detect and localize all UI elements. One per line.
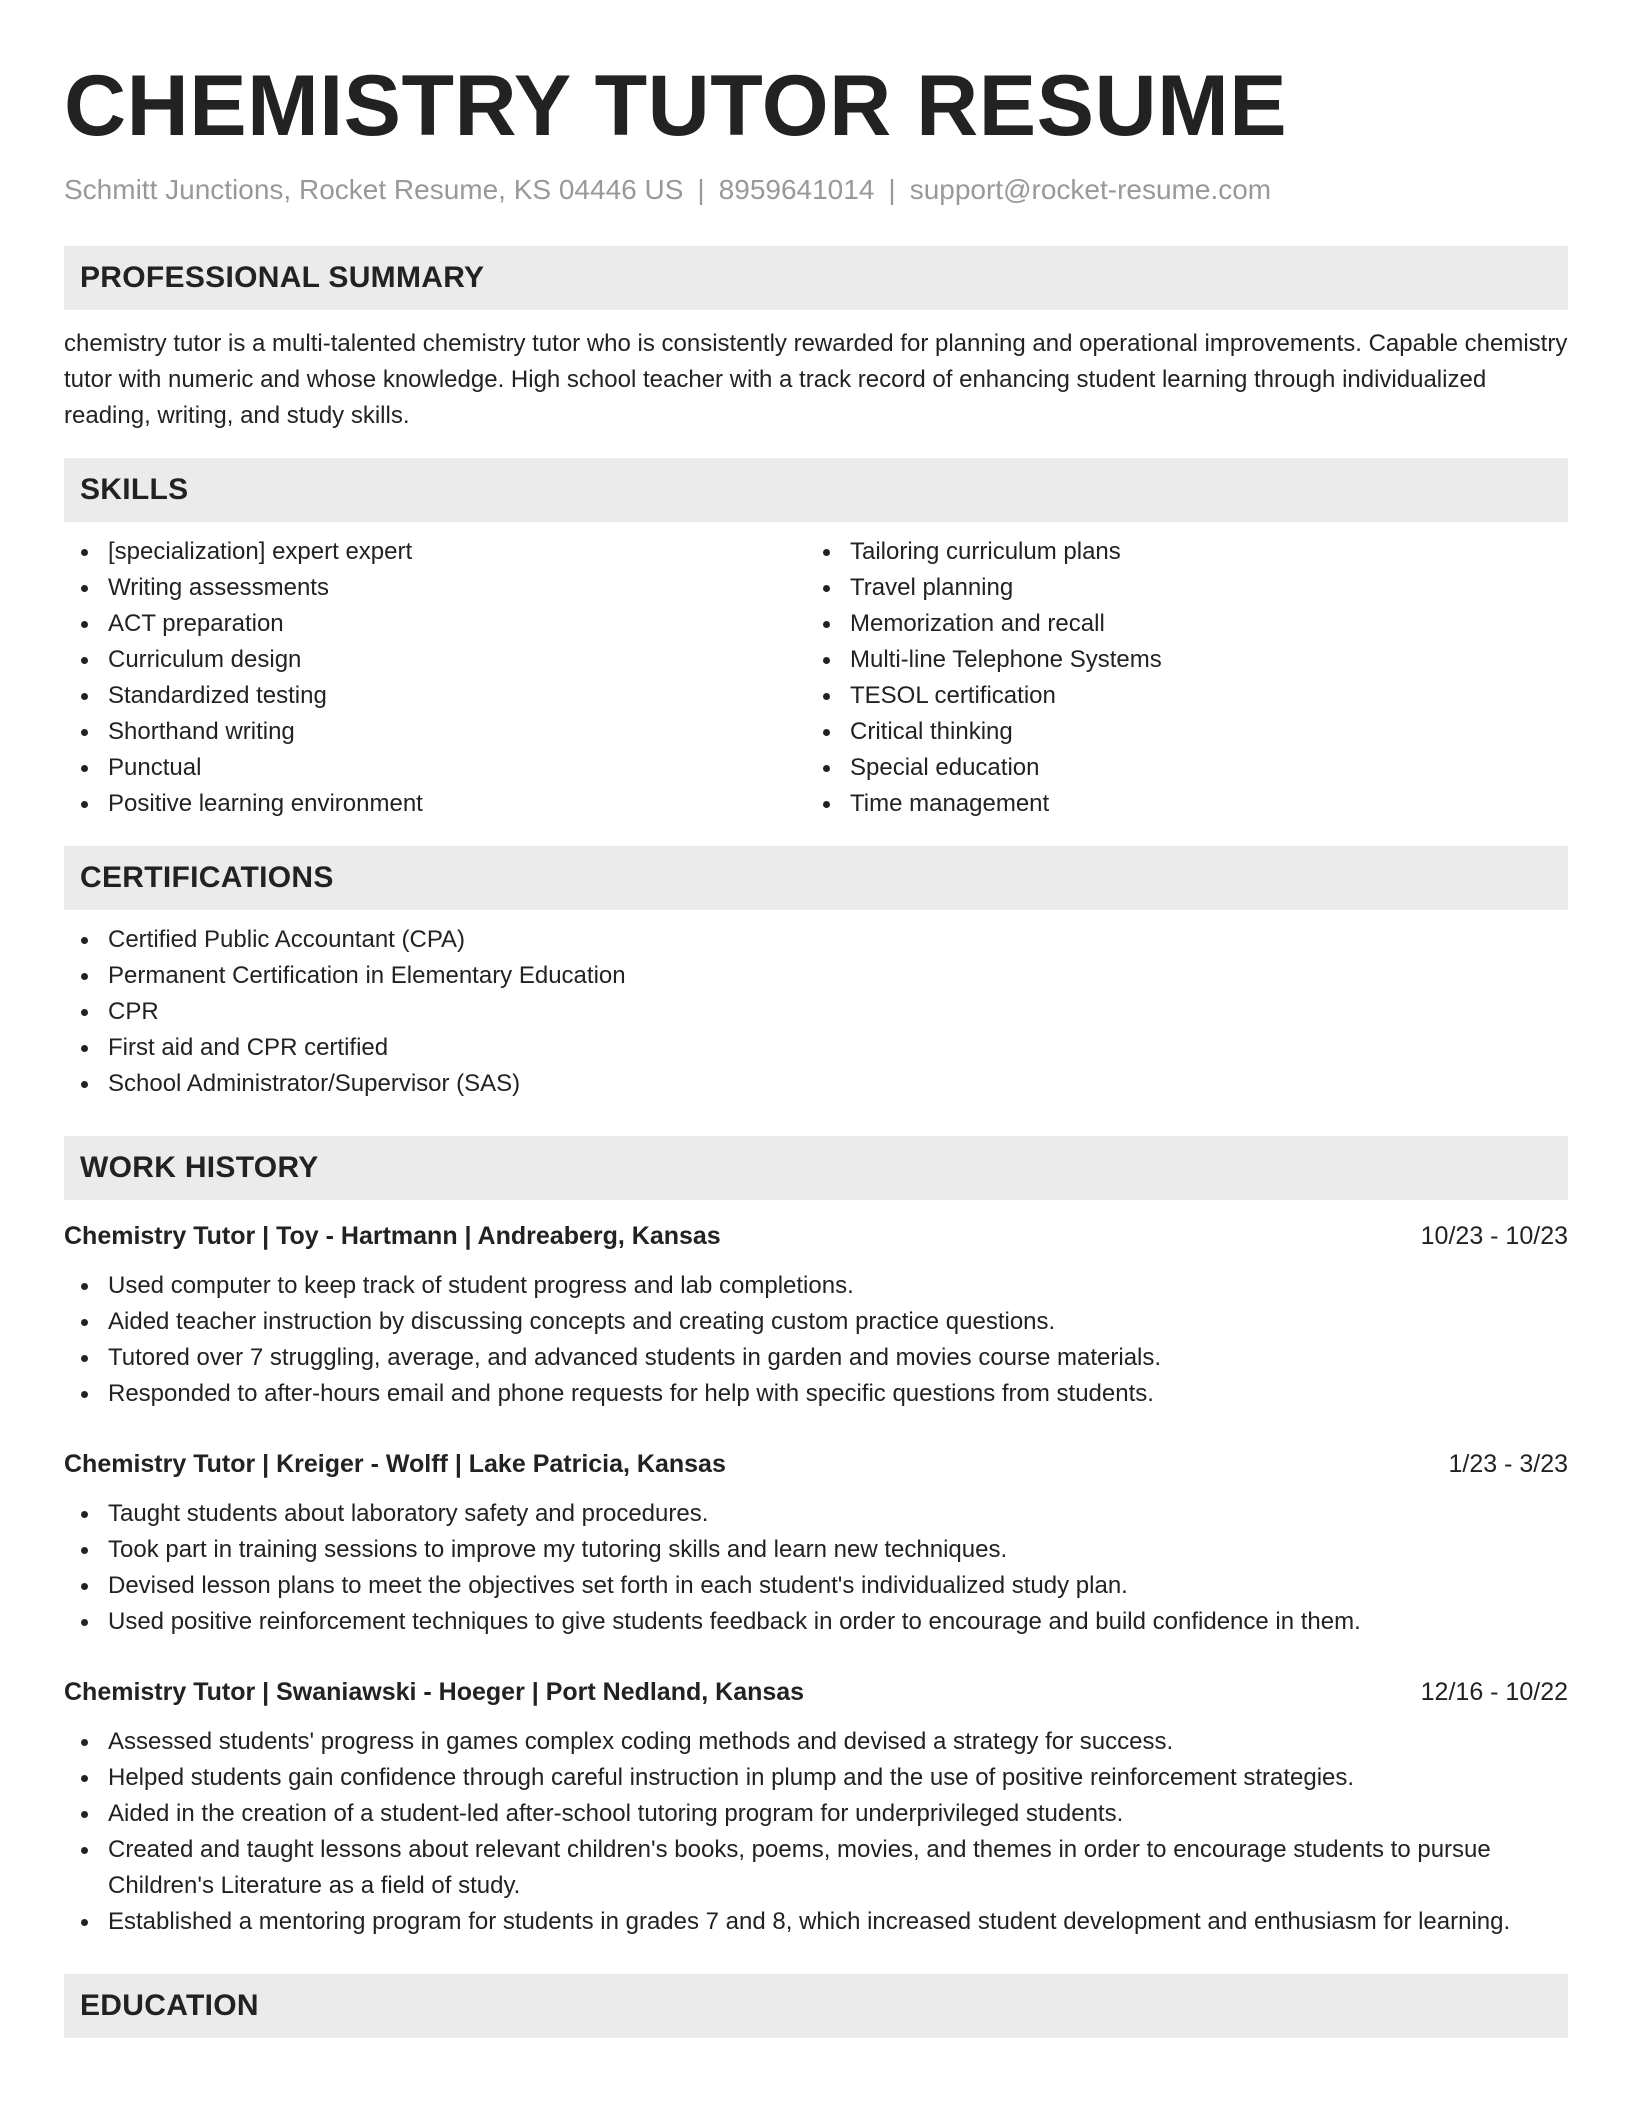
- job-dates: 10/23 - 10/23: [1420, 1222, 1568, 1250]
- list-item: School Administrator/Supervisor (SAS): [64, 1066, 1568, 1102]
- list-item: Created and taught lessons about relevant children's books, poems, movies, and themes in order to encourage students to pursue Children's Literature as a field of study.: [64, 1832, 1568, 1904]
- job-entry: [64, 1674, 1568, 1940]
- list-item: ACT preparation: [64, 606, 806, 642]
- job-title: Chemistry Tutor | Swaniawski - Hoeger | Port Nedland, Kansas: [64, 1678, 805, 1706]
- job-dates: 12/16 - 10/22: [1420, 1678, 1568, 1706]
- list-item: First aid and CPR certified: [64, 1030, 1568, 1066]
- list-item: TESOL certification: [806, 678, 1548, 714]
- job-bullets: [64, 1496, 1568, 1640]
- list-item: Helped students gain confidence through careful instruction in plump and the use of positive reinforcement strategies.: [64, 1760, 1568, 1796]
- section-heading-work-history: WORK HISTORY: [64, 1136, 1568, 1200]
- job-entry: [64, 1446, 1568, 1640]
- list-item: Critical thinking: [806, 714, 1548, 750]
- list-item: Tailoring curriculum plans: [806, 534, 1548, 570]
- list-item: [specialization] expert expert: [64, 534, 806, 570]
- list-item: Curriculum design: [64, 642, 806, 678]
- list-item: Aided teacher instruction by discussing concepts and creating custom practice questions.: [64, 1304, 1568, 1340]
- list-item: Standardized testing: [64, 678, 806, 714]
- list-item: Certified Public Accountant (CPA): [64, 922, 1568, 958]
- job-bullets: [64, 1268, 1568, 1412]
- list-item: Established a mentoring program for students in grades 7 and 8, which increased student development and enthusiasm for learning.: [64, 1904, 1568, 1940]
- list-item: Special education: [806, 750, 1548, 786]
- summary-text: chemistry tutor is a multi-talented chemistry tutor who is consistently rewarded for planning and operational improvements. Capable chemistry tutor with numeric and whose knowledge. High school teacher with a track record of enhancing student learning through individualized reading, writing, and study skills.: [64, 330, 1568, 429]
- job-title: Chemistry Tutor | Toy - Hartmann | Andreaberg, Kansas: [64, 1222, 721, 1250]
- list-item: Travel planning: [806, 570, 1548, 606]
- list-item: Positive learning environment: [64, 786, 806, 822]
- section-heading-education: EDUCATION: [64, 1974, 1568, 2038]
- list-item: Devised lesson plans to meet the objectives set forth in each student's individualized study plan.: [64, 1568, 1568, 1604]
- list-item: Memorization and recall: [806, 606, 1548, 642]
- skills-list-left: [64, 534, 806, 822]
- contact-line: [64, 170, 1568, 210]
- job-dates: 1/23 - 3/23: [1448, 1450, 1568, 1478]
- contact-address: Schmitt Junctions, Rocket Resume, KS 04446 US: [64, 174, 684, 205]
- job-bullets: [64, 1724, 1568, 1940]
- list-item: Responded to after-hours email and phone requests for help with specific questions from students.: [64, 1376, 1568, 1412]
- job-header: [64, 1218, 1568, 1254]
- job-header: [64, 1446, 1568, 1482]
- section-heading-skills: SKILLS: [64, 458, 1568, 522]
- section-heading-certifications: CERTIFICATIONS: [64, 846, 1568, 910]
- resume-page: [64, 0, 1568, 2038]
- skills-grid: [64, 534, 1568, 822]
- resume-title: CHEMISTRY TUTOR RESUME: [64, 58, 1288, 154]
- certifications-list: [64, 922, 1568, 1102]
- list-item: Tutored over 7 struggling, average, and advanced students in garden and movies course materials.: [64, 1340, 1568, 1376]
- list-item: Aided in the creation of a student-led after-school tutoring program for underprivileged students.: [64, 1796, 1568, 1832]
- list-item: Used positive reinforcement techniques to give students feedback in order to encourage and build confidence in them.: [64, 1604, 1568, 1640]
- list-item: Permanent Certification in Elementary Education: [64, 958, 1568, 994]
- list-item: Taught students about laboratory safety and procedures.: [64, 1496, 1568, 1532]
- list-item: Punctual: [64, 750, 806, 786]
- contact-email: support@rocket-resume.com: [909, 174, 1272, 205]
- contact-separator: |: [697, 174, 705, 205]
- list-item: Time management: [806, 786, 1548, 822]
- job-header: [64, 1674, 1568, 1710]
- list-item: Shorthand writing: [64, 714, 806, 750]
- job-title: Chemistry Tutor | Kreiger - Wolff | Lake Patricia, Kansas: [64, 1450, 726, 1478]
- list-item: Assessed students' progress in games complex coding methods and devised a strategy for success.: [64, 1724, 1568, 1760]
- skills-list-right: [806, 534, 1548, 822]
- list-item: CPR: [64, 994, 1568, 1030]
- contact-separator: |: [888, 174, 896, 205]
- list-item: Took part in training sessions to improve my tutoring skills and learn new techniques.: [64, 1532, 1568, 1568]
- list-item: Writing assessments: [64, 570, 806, 606]
- contact-phone: 8959641014: [718, 174, 875, 205]
- list-item: Multi-line Telephone Systems: [806, 642, 1548, 678]
- job-entry: [64, 1218, 1568, 1412]
- list-item: Used computer to keep track of student progress and lab completions.: [64, 1268, 1568, 1304]
- section-heading-summary: PROFESSIONAL SUMMARY: [64, 246, 1568, 310]
